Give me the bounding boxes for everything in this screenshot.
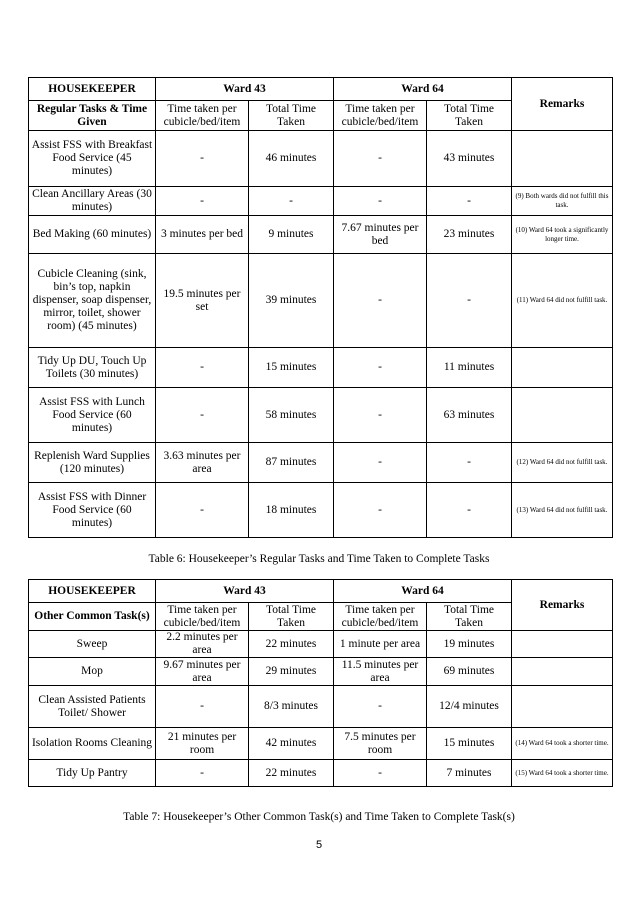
table-row	[29, 658, 613, 686]
ward-64-total-cell: 15 minutes	[427, 728, 512, 760]
ward-43-total-cell: 9 minutes	[249, 216, 334, 254]
task-subheader: Regular Tasks & Time Given	[29, 101, 156, 131]
remarks-cell: (10) Ward 64 took a significantly longer time.	[512, 216, 613, 254]
ward-64-header: Ward 64	[334, 580, 512, 603]
table-header-row	[29, 580, 613, 603]
housekeeper-header: HOUSEKEEPER	[29, 78, 156, 101]
table-row	[29, 686, 613, 728]
task-cell: Cubicle Cleaning (sink, bin’s top, napkin dispenser, soap dispenser, mirror, toilet, shower room) (45 minutes)	[29, 254, 156, 348]
ward-43-total-cell: 39 minutes	[249, 254, 334, 348]
ward-64-time-per-cell: -	[334, 254, 427, 348]
table-row	[29, 443, 613, 483]
ward-64-time-per-cell: 11.5 minutes per area	[334, 658, 427, 686]
ward-64-total-cell: 19 minutes	[427, 631, 512, 658]
ward-43-header: Ward 43	[156, 78, 334, 101]
ward-43-time-per-cell: 9.67 minutes per area	[156, 658, 249, 686]
remarks-cell: (11) Ward 64 did not fulfill task.	[512, 254, 613, 348]
remarks-header: Remarks	[512, 580, 613, 631]
ward-64-total-cell: -	[427, 483, 512, 538]
remarks-cell: (15) Ward 64 took a shorter time.	[512, 760, 613, 787]
ward-64-total-cell: 23 minutes	[427, 216, 512, 254]
regular-tasks-table	[28, 77, 613, 538]
ward-64-total-cell: 63 minutes	[427, 388, 512, 443]
ward-43-header: Ward 43	[156, 580, 334, 603]
ward-64-total-cell: 43 minutes	[427, 131, 512, 187]
ward-64-total-cell: -	[427, 187, 512, 216]
task-cell: Assist FSS with Breakfast Food Service (45 minutes)	[29, 131, 156, 187]
task-cell: Bed Making (60 minutes)	[29, 216, 156, 254]
remarks-cell: (13) Ward 64 did not fulfill task.	[512, 483, 613, 538]
ward-43-total-cell: 46 minutes	[249, 131, 334, 187]
remarks-cell: (14) Ward 64 took a shorter time.	[512, 728, 613, 760]
ward-43-time-per-subheader: Time taken per cubicle/bed/item	[156, 603, 249, 631]
ward-43-total-cell: 29 minutes	[249, 658, 334, 686]
ward-43-total-cell: 22 minutes	[249, 631, 334, 658]
ward-64-time-per-cell: 7.5 minutes per room	[334, 728, 427, 760]
task-cell: Mop	[29, 658, 156, 686]
ward-43-time-per-cell: -	[156, 348, 249, 388]
table-row	[29, 483, 613, 538]
ward-43-time-per-cell: -	[156, 187, 249, 216]
ward-43-total-cell: 8/3 minutes	[249, 686, 334, 728]
ward-43-total-cell: -	[249, 187, 334, 216]
ward-43-time-per-cell: -	[156, 686, 249, 728]
ward-64-total-cell: 69 minutes	[427, 658, 512, 686]
remarks-cell	[512, 631, 613, 658]
ward-64-time-per-cell: -	[334, 131, 427, 187]
ward-43-total-cell: 42 minutes	[249, 728, 334, 760]
ward-64-total-subheader: Total Time Taken	[427, 603, 512, 631]
ward-64-total-subheader: Total Time Taken	[427, 101, 512, 131]
ward-43-time-per-cell: -	[156, 388, 249, 443]
task-cell: Sweep	[29, 631, 156, 658]
task-cell: Replenish Ward Supplies (120 minutes)	[29, 443, 156, 483]
remarks-cell: (12) Ward 64 did not fulfill task.	[512, 443, 613, 483]
ward-64-time-per-cell: -	[334, 348, 427, 388]
ward-43-total-cell: 18 minutes	[249, 483, 334, 538]
ward-64-time-per-subheader: Time taken per cubicle/bed/item	[334, 101, 427, 131]
ward-64-time-per-cell: -	[334, 760, 427, 787]
ward-64-total-cell: -	[427, 443, 512, 483]
ward-64-total-cell: 11 minutes	[427, 348, 512, 388]
ward-64-time-per-cell: -	[334, 483, 427, 538]
ward-43-time-per-cell: 3 minutes per bed	[156, 216, 249, 254]
task-cell: Isolation Rooms Cleaning	[29, 728, 156, 760]
task-cell: Assist FSS with Dinner Food Service (60 minutes)	[29, 483, 156, 538]
task-cell: Clean Assisted Patients Toilet/ Shower	[29, 686, 156, 728]
remarks-cell	[512, 131, 613, 187]
ward-43-time-per-cell: 2.2 minutes per area	[156, 631, 249, 658]
ward-43-total-cell: 87 minutes	[249, 443, 334, 483]
task-cell: Assist FSS with Lunch Food Service (60 minutes)	[29, 388, 156, 443]
remarks-cell: (9) Both wards did not fulfill this task.	[512, 187, 613, 216]
housekeeper-header: HOUSEKEEPER	[29, 580, 156, 603]
ward-64-time-per-cell: 1 minute per area	[334, 631, 427, 658]
ward-64-total-cell: 12/4 minutes	[427, 686, 512, 728]
ward-43-total-cell: 15 minutes	[249, 348, 334, 388]
table-row	[29, 348, 613, 388]
table-row	[29, 728, 613, 760]
remarks-cell	[512, 686, 613, 728]
remarks-cell	[512, 388, 613, 443]
ward-43-time-per-cell: -	[156, 131, 249, 187]
table-row	[29, 254, 613, 348]
ward-64-time-per-cell: 7.67 minutes per bed	[334, 216, 427, 254]
task-cell: Tidy Up DU, Touch Up Toilets (30 minutes)	[29, 348, 156, 388]
table-row	[29, 760, 613, 787]
table-7-caption: Table 7: Housekeeper’s Other Common Task(s) and Time Taken to Complete Task(s)	[123, 811, 515, 823]
ward-64-header: Ward 64	[334, 78, 512, 101]
task-subheader: Other Common Task(s)	[29, 603, 156, 631]
ward-43-total-subheader: Total Time Taken	[249, 603, 334, 631]
ward-64-time-per-subheader: Time taken per cubicle/bed/item	[334, 603, 427, 631]
page-number: 5	[315, 839, 323, 851]
other-tasks-table	[28, 579, 613, 787]
remarks-header: Remarks	[512, 78, 613, 131]
ward-43-total-cell: 22 minutes	[249, 760, 334, 787]
table-row	[29, 216, 613, 254]
task-cell: Clean Ancillary Areas (30 minutes)	[29, 187, 156, 216]
ward-43-time-per-cell: -	[156, 760, 249, 787]
table-header-row	[29, 78, 613, 101]
table-row	[29, 187, 613, 216]
ward-64-time-per-cell: -	[334, 443, 427, 483]
remarks-cell	[512, 348, 613, 388]
ward-64-total-cell: -	[427, 254, 512, 348]
table-row	[29, 131, 613, 187]
ward-43-total-subheader: Total Time Taken	[249, 101, 334, 131]
ward-43-total-cell: 58 minutes	[249, 388, 334, 443]
table-row	[29, 388, 613, 443]
ward-43-time-per-cell: 21 minutes per room	[156, 728, 249, 760]
regular-tasks-table-body	[29, 78, 613, 538]
ward-43-time-per-cell: -	[156, 483, 249, 538]
table-6-caption: Table 6: Housekeeper’s Regular Tasks and Time Taken to Complete Tasks	[148, 553, 490, 565]
ward-64-total-cell: 7 minutes	[427, 760, 512, 787]
ward-43-time-per-cell: 19.5 minutes per set	[156, 254, 249, 348]
ward-43-time-per-subheader: Time taken per cubicle/bed/item	[156, 101, 249, 131]
remarks-cell	[512, 658, 613, 686]
ward-43-time-per-cell: 3.63 minutes per area	[156, 443, 249, 483]
other-tasks-table-body	[29, 580, 613, 787]
table-row	[29, 631, 613, 658]
task-cell: Tidy Up Pantry	[29, 760, 156, 787]
ward-64-time-per-cell: -	[334, 388, 427, 443]
ward-64-time-per-cell: -	[334, 187, 427, 216]
ward-64-time-per-cell: -	[334, 686, 427, 728]
